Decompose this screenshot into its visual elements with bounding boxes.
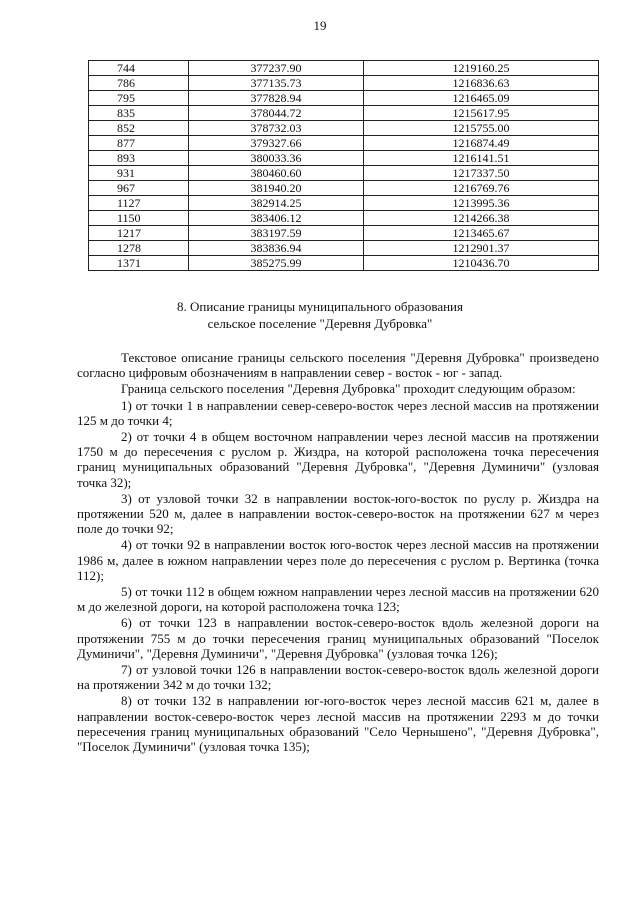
x-coordinate-cell: 380460.60: [189, 166, 364, 181]
y-coordinate-cell: 1213995.36: [364, 196, 599, 211]
paragraph-item-2: 2) от точки 4 в общем восточном направлении через лесной массив на протяжении 1750 м до пересечения с руслом р. Жиздра, на которой расположена точка пересечения границ муниципальных образований "Деревня Дубровка", "Деревня Думиничи" (узловая точка 32);: [77, 429, 599, 490]
y-coordinate-cell: 1216836.63: [364, 76, 599, 91]
y-coordinate-cell: 1217337.50: [364, 166, 599, 181]
paragraph-item-8: 8) от точки 132 в направлении юг-юго-восток через лесной массив 621 м, далее в направлении восток-северо-восток через лесной массив на протяжении 2293 м до точки пересечения границ муниципальных образований "Село Чернышено", "Деревня Дубровка", "Поселок Думиничи" (узловая точка 135);: [77, 693, 599, 755]
section-heading-line-2: сельское поселение "Деревня Дубровка": [207, 316, 433, 331]
table-row: [89, 166, 599, 181]
page-number: 19: [313, 18, 327, 33]
paragraph-lead: Граница сельского поселения "Деревня Дубровка" проходит следующим образом:: [121, 381, 576, 397]
coordinates-table: [88, 60, 599, 271]
point-number-cell: 1150: [89, 211, 189, 226]
x-coordinate-cell: 377237.90: [189, 61, 364, 76]
table-row: [89, 241, 599, 256]
boundary-description: [77, 350, 599, 754]
y-coordinate-cell: 1215617.95: [364, 106, 599, 121]
y-coordinate-cell: 1214266.38: [364, 211, 599, 226]
y-coordinate-cell: 1216141.51: [364, 151, 599, 166]
x-coordinate-cell: 380033.36: [189, 151, 364, 166]
table-row: [89, 256, 599, 271]
y-coordinate-cell: 1216465.09: [364, 91, 599, 106]
table-row: [89, 76, 599, 91]
point-number-cell: 877: [89, 136, 189, 151]
y-coordinate-cell: 1216874.49: [364, 136, 599, 151]
paragraph-intro: Текстовое описание границы сельского поселения "Деревня Дубровка" произведено согласно цифровым обозначениям в направлении север - восток - юг - запад.: [77, 350, 599, 381]
table-row: [89, 136, 599, 151]
x-coordinate-cell: 378732.03: [189, 121, 364, 136]
point-number-cell: 835: [89, 106, 189, 121]
section-heading: [0, 298, 640, 332]
x-coordinate-cell: 383406.12: [189, 211, 364, 226]
point-number-cell: 852: [89, 121, 189, 136]
table-row: [89, 61, 599, 76]
x-coordinate-cell: 383197.59: [189, 226, 364, 241]
x-coordinate-cell: 385275.99: [189, 256, 364, 271]
paragraph-item-7: 7) от узловой точки 126 в направлении восток-северо-восток вдоль железной дороги на протяжении 342 м до точки 132;: [77, 662, 599, 693]
table-row: [89, 121, 599, 136]
x-coordinate-cell: 381940.20: [189, 181, 364, 196]
paragraph-item-1: 1) от точки 1 в направлении север-северо-восток через лесной массив на протяжении 125 м до точки 4;: [77, 397, 599, 428]
point-number-cell: 786: [89, 76, 189, 91]
table-row: [89, 151, 599, 166]
x-coordinate-cell: 377828.94: [189, 91, 364, 106]
section-heading-line-1: 8. Описание границы муниципального образования: [177, 299, 463, 314]
point-number-cell: 931: [89, 166, 189, 181]
point-number-cell: 1127: [89, 196, 189, 211]
paragraph-item-5: 5) от точки 112 в общем южном направлении через лесной массив на протяжении 620 м до железной дороги, на которой расположена точка 123;: [77, 584, 599, 615]
y-coordinate-cell: 1215755.00: [364, 121, 599, 136]
table-row: [89, 226, 599, 241]
paragraph-item-6: 6) от точки 123 в направлении восток-северо-восток вдоль железной дороги на протяжении 755 м до точки пересечения границ муниципальных образований "Поселок Думиничи", "Деревня Думиничи", "Деревня Дубровка" (узловая точка 126);: [77, 615, 599, 661]
table-row: [89, 211, 599, 226]
paragraph-item-4: 4) от точки 92 в направлении восток юго-восток через лесной массив на протяжении 1986 м, далее в южном направлении через поле до пересечения с руслом р. Вертинка (точка 112);: [77, 537, 599, 583]
point-number-cell: 795: [89, 91, 189, 106]
table-row: [89, 196, 599, 211]
y-coordinate-cell: 1213465.67: [364, 226, 599, 241]
y-coordinate-cell: 1219160.25: [364, 61, 599, 76]
table-row: [89, 106, 599, 121]
y-coordinate-cell: 1212901.37: [364, 241, 599, 256]
x-coordinate-cell: 377135.73: [189, 76, 364, 91]
table-row: [89, 181, 599, 196]
x-coordinate-cell: 378044.72: [189, 106, 364, 121]
point-number-cell: 1217: [89, 226, 189, 241]
table-row: [89, 91, 599, 106]
x-coordinate-cell: 379327.66: [189, 136, 364, 151]
point-number-cell: 967: [89, 181, 189, 196]
point-number-cell: 1371: [89, 256, 189, 271]
y-coordinate-cell: 1216769.76: [364, 181, 599, 196]
point-number-cell: 893: [89, 151, 189, 166]
x-coordinate-cell: 383836.94: [189, 241, 364, 256]
paragraph-item-3: 3) от узловой точки 32 в направлении восток-юго-восток по руслу р. Жиздра на протяжении 520 м, далее в направлении восток-северо-восток на протяжении 627 м через поле до точки 92;: [77, 490, 599, 537]
coordinates-table-body: [89, 61, 599, 271]
y-coordinate-cell: 1210436.70: [364, 256, 599, 271]
point-number-cell: 744: [89, 61, 189, 76]
point-number-cell: 1278: [89, 241, 189, 256]
x-coordinate-cell: 382914.25: [189, 196, 364, 211]
